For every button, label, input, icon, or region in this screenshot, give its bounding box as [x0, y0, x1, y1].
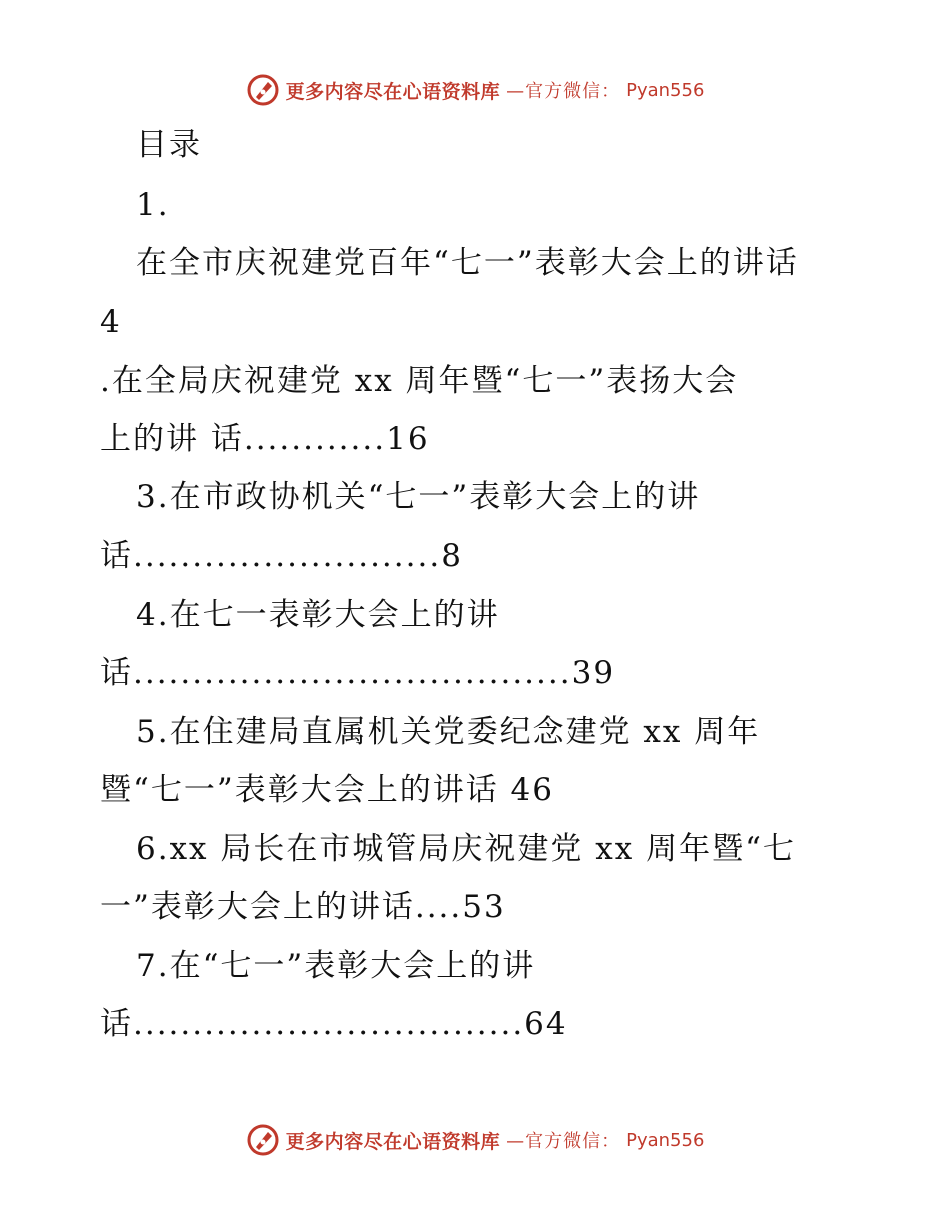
- toc-line: 暨“七一”表彰大会上的讲话 46: [100, 772, 554, 808]
- footer-banner: [0, 1120, 950, 1160]
- toc-line: 一”表彰大会上的讲话....53: [100, 889, 506, 925]
- toc-line: 上的讲 话............16: [100, 421, 430, 457]
- pen-nib-logo-icon: [246, 73, 280, 107]
- toc-line: 话.................................64: [100, 1006, 568, 1042]
- banner-dash-text: —官方微信：: [506, 1131, 621, 1152]
- toc-line: 4.在七一表彰大会上的讲: [136, 597, 500, 633]
- toc-line: 4: [100, 304, 122, 340]
- toc-line: 话..........................8: [100, 538, 463, 574]
- toc-line: 6.xx 局长在市城管局庆祝建党 xx 周年暨“七: [136, 831, 796, 867]
- toc-line: 7.在“七一”表彰大会上的讲: [136, 948, 536, 984]
- header-banner: [0, 70, 950, 110]
- pen-nib-logo-icon: [246, 1123, 280, 1157]
- toc-line: 3.在市政协机关“七一”表彰大会上的讲: [136, 479, 701, 515]
- toc-line: .在全局庆祝建党 xx 周年暨“七一”表扬大会: [100, 363, 739, 399]
- banner-wechat-id: Pyan556: [626, 1129, 705, 1151]
- toc-line: 5.在住建局直属机关党委纪念建党 xx 周年: [136, 714, 761, 750]
- toc-line: 话.....................................39: [100, 655, 616, 691]
- toc-heading: 目录: [136, 127, 202, 163]
- toc-line: 1.: [136, 187, 170, 223]
- banner-main-text: 更多内容尽在心语资料库: [285, 1130, 501, 1153]
- banner-wechat-id: Pyan556: [626, 79, 705, 101]
- banner-main-text: 更多内容尽在心语资料库: [285, 80, 501, 103]
- banner-dash-text: —官方微信：: [506, 81, 621, 102]
- toc-line: 在全市庆祝建党百年“七一”表彰大会上的讲话: [136, 245, 799, 281]
